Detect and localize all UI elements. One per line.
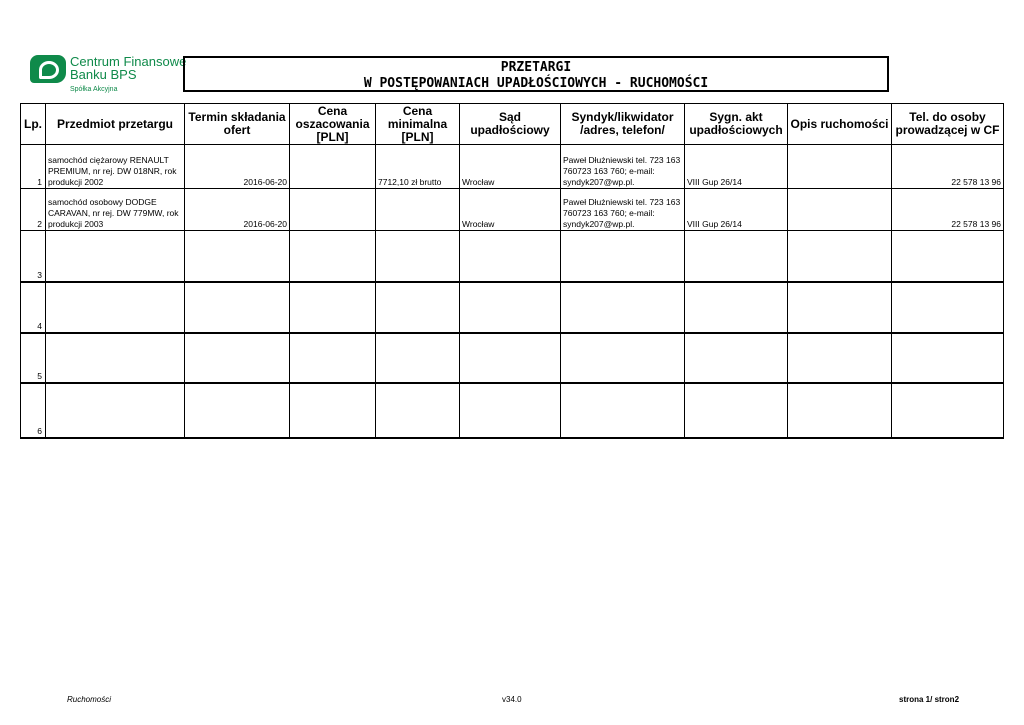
- cell-subject: [46, 231, 185, 282]
- cell-case-no: [685, 231, 788, 282]
- cell-description: [788, 333, 892, 383]
- cell-case-no: [685, 383, 788, 438]
- cell-lp: 1: [21, 145, 46, 189]
- cell-description: [788, 231, 892, 282]
- cell-deadline: 2016-06-20: [185, 189, 290, 231]
- cell-court: Wrocław: [460, 145, 561, 189]
- cell-trustee: [561, 383, 685, 438]
- footer-version: v34.0: [502, 695, 522, 704]
- cell-lp: 4: [21, 282, 46, 333]
- cell-phone: 22 578 13 96: [892, 189, 1004, 231]
- header-case-no: Sygn. akt upadłościowych: [685, 104, 788, 145]
- cell-subject: [46, 282, 185, 333]
- cell-valuation: [290, 383, 376, 438]
- cell-phone: [892, 231, 1004, 282]
- table-row: [21, 189, 1004, 231]
- cell-min-price: [376, 189, 460, 231]
- cell-min-price: [376, 383, 460, 438]
- cell-court: [460, 333, 561, 383]
- document-title-line2: W POSTĘPOWANIACH UPADŁOŚCIOWYCH - RUCHOMOŚCI: [363, 76, 709, 91]
- cell-description: [788, 189, 892, 231]
- document-title-box: [183, 56, 889, 92]
- cell-subject: samochód osobowy DODGE CARAVAN, nr rej. DW 779MW, rok produkcji 2003: [46, 189, 185, 231]
- cell-trustee: [561, 282, 685, 333]
- cell-lp: 5: [21, 333, 46, 383]
- cell-valuation: [290, 282, 376, 333]
- cell-court: [460, 383, 561, 438]
- cell-phone: [892, 383, 1004, 438]
- logo-icon: [30, 55, 66, 83]
- cell-subject: [46, 333, 185, 383]
- cell-case-no: VIII Gup 26/14: [685, 145, 788, 189]
- cell-valuation: [290, 231, 376, 282]
- cell-lp: 6: [21, 383, 46, 438]
- cell-valuation: [290, 145, 376, 189]
- document-title-line1: PRZETARGI: [500, 60, 572, 75]
- cell-min-price: [376, 333, 460, 383]
- header-lp: Lp.: [21, 104, 46, 145]
- cell-valuation: [290, 333, 376, 383]
- cell-case-no: [685, 282, 788, 333]
- header-trustee: Syndyk/likwidator /adres, telefon/: [561, 104, 685, 145]
- header-subject: Przedmiot przetargu: [46, 104, 185, 145]
- header-min-price: Cena minimalna [PLN]: [376, 104, 460, 145]
- cell-deadline: [185, 383, 290, 438]
- footer-page-number: strona 1/ stron2: [899, 695, 960, 704]
- cell-case-no: [685, 333, 788, 383]
- header-valuation: Cena oszacowania [PLN]: [290, 104, 376, 145]
- cell-lp: 2: [21, 189, 46, 231]
- logo-subtitle: Spółka Akcyjna: [70, 86, 118, 93]
- cell-deadline: [185, 282, 290, 333]
- cell-deadline: [185, 231, 290, 282]
- header-deadline: Termin składania ofert: [185, 104, 290, 145]
- cell-min-price: [376, 282, 460, 333]
- company-logo: [30, 52, 187, 98]
- cell-trustee: Paweł Dłużniewski tel. 723 163 760723 163 760; e-mail: syndyk207@wp.pl.: [561, 145, 685, 189]
- cell-description: [788, 383, 892, 438]
- cell-deadline: [185, 333, 290, 383]
- cell-subject: samochód ciężarowy RENAULT PREMIUM, nr rej. DW 018NR, rok produkcji 2002: [46, 145, 185, 189]
- cell-valuation: [290, 189, 376, 231]
- cell-court: [460, 231, 561, 282]
- table-row: [21, 145, 1004, 189]
- logo-name-line2: Banku BPS: [70, 67, 137, 82]
- cell-deadline: 2016-06-20: [185, 145, 290, 189]
- cell-court: [460, 282, 561, 333]
- cell-trustee: [561, 333, 685, 383]
- cell-trustee: Paweł Dłużniewski tel. 723 163 760723 163 760; e-mail: syndyk207@wp.pl.: [561, 189, 685, 231]
- table-row: [21, 231, 1004, 282]
- cell-case-no: VIII Gup 26/14: [685, 189, 788, 231]
- cell-phone: 22 578 13 96: [892, 145, 1004, 189]
- table-row: [21, 333, 1004, 383]
- cell-min-price: [376, 231, 460, 282]
- table-row: [21, 383, 1004, 438]
- cell-trustee: [561, 231, 685, 282]
- cell-phone: [892, 333, 1004, 383]
- table-header-row: [21, 104, 1004, 145]
- header-description: Opis ruchomości: [788, 104, 892, 145]
- cell-court: Wrocław: [460, 189, 561, 231]
- table-row: [21, 282, 1004, 333]
- auction-table: [20, 103, 1004, 439]
- cell-phone: [892, 282, 1004, 333]
- header-phone: Tel. do osoby prowadzącej w CF: [892, 104, 1004, 145]
- cell-lp: 3: [21, 231, 46, 282]
- cell-description: [788, 145, 892, 189]
- cell-subject: [46, 383, 185, 438]
- cell-min-price: 7712,10 zł brutto: [376, 145, 460, 189]
- footer-section-name: Ruchomości: [67, 695, 112, 704]
- header-court: Sąd upadłościowy: [460, 104, 561, 145]
- logo-name-line1: Centrum Finansowe: [70, 54, 187, 69]
- cell-description: [788, 282, 892, 333]
